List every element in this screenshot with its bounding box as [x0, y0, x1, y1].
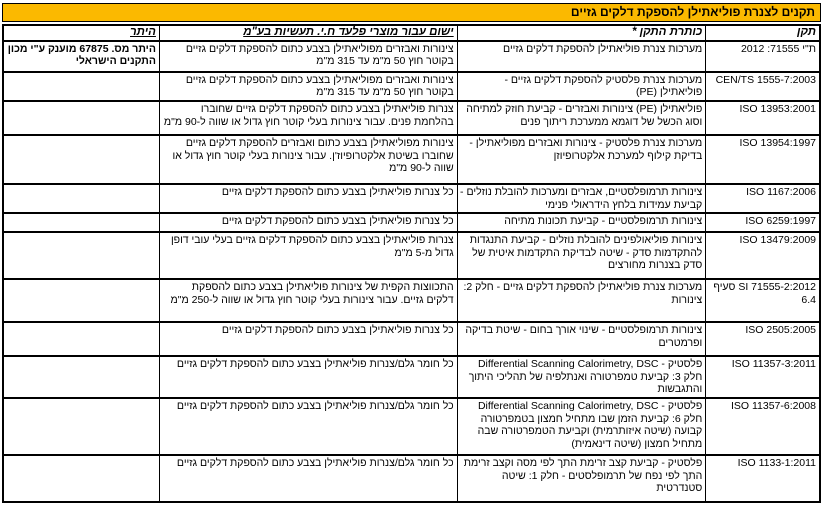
cell-permit: היתר מס. 67875 מוענק ע"י מכון התקנים הישראלי: [3, 41, 159, 72]
table-row: [3, 356, 820, 398]
cell-application: כל חומר גלם/צנרות פוליאתילן בצבע כתום להספקת דלקים גזיים: [159, 455, 457, 502]
column-header-standard: תקן: [706, 25, 820, 41]
cell-standard-number: ISO 11357-6:2008: [706, 398, 820, 455]
cell-standard-title: פוליאתילן (PE) צינורות ואבזרים - קביעת חוזק למתיחה וסוג הכשל של דוגמא ממערכת ריתוך פנים: [457, 101, 706, 135]
cell-standard-title: מערכות צנרת פלסטיק - צינורות ואבזרים מפוליאתילן - בדיקת קילוף למערכת אלקטרופיוזן: [457, 135, 706, 184]
cell-standard-title: פלסטיק - Differential Scanning Calorimetry, DSC חלק 6: קביעת הזמן שבו מתחיל חמצון בטמפרטורה קבועה (שיטה איזותרמית) וקביעת הטמפרטורה שבה מתחיל חמצון (שיטה דינאמית): [457, 398, 706, 455]
cell-standard-number: SI 71555-2:2012 סעיף 6.4: [706, 279, 820, 322]
cell-permit: [3, 232, 159, 279]
cell-permit: [3, 398, 159, 455]
cell-permit: [3, 184, 159, 213]
header-row: [3, 25, 820, 41]
cell-permit: [3, 213, 159, 232]
standards-table-body: [3, 41, 820, 502]
table-row: [3, 101, 820, 135]
cell-standard-number: ת"י 71555: 2012: [706, 41, 820, 72]
column-header-application: ישום עבור מוצרי פלעד ח.י. תעשיות בע"מ: [159, 25, 457, 41]
cell-application: התכווצות הקפית של צינורות פוליאתילן בצבע כתום להספקת דלקים גזיים. עבור צינורות בעלי קוטר חוץ גדול או שווה ל-250 מ"מ: [159, 279, 457, 322]
cell-standard-title: פלסטיק - Differential Scanning Calorimetry, DSC חלק 3: קביעת טמפרטורה ואנתלפיה של תהליכי היתוך והתגבשות: [457, 356, 706, 398]
cell-application: כל חומר גלם/צנרות פוליאתילן בצבע כתום להספקת דלקים גזיים: [159, 356, 457, 398]
cell-application: צנרות פוליאתילן בצבע כתום להספקת דלקים גזיים שחוברו בהלחמת פנים. עבור צינורות בעלי קוטר חוץ גדול או שווה ל-90 מ"מ: [159, 101, 457, 135]
cell-permit: [3, 135, 159, 184]
cell-standard-number: ISO 13479:2009: [706, 232, 820, 279]
table-header: [3, 25, 820, 41]
cell-application: צינורות ואבזרים מפוליאתילן בצבע כתום להספקת דלקים גזיים בקוטר חוץ 50 מ"מ עד 315 מ"מ: [159, 41, 457, 72]
cell-permit: [3, 279, 159, 322]
table-row: [3, 232, 820, 279]
cell-standard-number: ISO 11357-3:2011: [706, 356, 820, 398]
cell-standard-title: מערכות צנרת פלסטיק להספקת דלקים גזיים - פוליאתילן (PE): [457, 72, 706, 101]
cell-standard-title: מערכות צנרת פוליאתילן להספקת דלקים גזיים: [457, 41, 706, 72]
cell-standard-title: צינורות פוליאולפינים להובלת נוזלים - קביעת התנגדות להתקדמות סדק - שיטה לבדיקת התקדמות איטית של סדק בצנרות מחורצים: [457, 232, 706, 279]
table-row: [3, 72, 820, 101]
cell-permit: [3, 101, 159, 135]
cell-standard-title: פלסטיק - קביעת קצב זרימת התך לפי מסה וקצב זרימת התך לפי נפח של תרמופלסטים - חלק 1: שיטה סטנדרטית: [457, 455, 706, 502]
table-row: [3, 41, 820, 72]
page-title: תקנים לצנרת פוליאתילן להספקת דלקים גזיים: [2, 3, 821, 22]
cell-application: צנרות פוליאתילן בצבע כתום להספקת דלקים גזיים בעלי עובי דופן גדול מ-5 מ"מ: [159, 232, 457, 279]
table-row: [3, 135, 820, 184]
table-row: [3, 455, 820, 502]
cell-standard-title: מערכות צנרת פוליאתילן להספקת דלקים גזיים - חלק 2: צינורות: [457, 279, 706, 322]
standards-table: [2, 24, 821, 503]
cell-application: כל חומר גלם/צנרות פוליאתילן בצבע כתום להספקת דלקים גזיים: [159, 398, 457, 455]
cell-application: כל צנרות פוליאתילן בצבע כתום להספקת דלקים גזיים: [159, 322, 457, 356]
column-header-permit: היתר: [3, 25, 159, 41]
cell-standard-number: ISO 2505:2005: [706, 322, 820, 356]
cell-standard-title: צינורות תרמופלסטיים - קביעת תכונות מתיחה: [457, 213, 706, 232]
cell-standard-title: צינורות תרמופלסטיים, אבזרים ומערכות להובלת נוזלים - קביעת עמידות בלחץ הידראולי פנימי: [457, 184, 706, 213]
cell-standard-number: ISO 13954:1997: [706, 135, 820, 184]
column-header-standard-title: כותרת התקן *: [457, 25, 706, 41]
cell-application: צינורות ואבזרים מפוליאתילן בצבע כתום להספקת דלקים גזיים בקוטר חוץ 50 מ"מ עד 315 מ"מ: [159, 72, 457, 101]
cell-standard-number: ISO 6259:1997: [706, 213, 820, 232]
cell-permit: [3, 322, 159, 356]
cell-application: כל צנרות פוליאתילן בצבע כתום להספקת דלקים גזיים: [159, 213, 457, 232]
table-row: [3, 184, 820, 213]
cell-standard-number: ISO 1133-1:2011: [706, 455, 820, 502]
cell-standard-number: ISO 13953:2001: [706, 101, 820, 135]
cell-application: צינורות מפוליאתילן בצבע כתום ואבזרים להספקת דלקים גזיים שחוברו בשיטת אלקטרופיוז'ן. עבור צינורות בעלי קוטר חוץ גדול או שווה ל-90 מ"מ: [159, 135, 457, 184]
cell-application: כל צנרות פוליאתילן בצבע כתום להספקת דלקים גזיים: [159, 184, 457, 213]
cell-permit: [3, 455, 159, 502]
cell-standard-number: ISO 1167:2006: [706, 184, 820, 213]
cell-standard-number: CEN/TS 1555-7:2003: [706, 72, 820, 101]
table-row: [3, 213, 820, 232]
table-row: [3, 279, 820, 322]
cell-permit: [3, 72, 159, 101]
cell-standard-title: צינורות תרמופלסטיים - שינוי אורך בחום - שיטת בדיקה ופרמטרים: [457, 322, 706, 356]
cell-permit: [3, 356, 159, 398]
table-row: [3, 398, 820, 455]
table-row: [3, 322, 820, 356]
